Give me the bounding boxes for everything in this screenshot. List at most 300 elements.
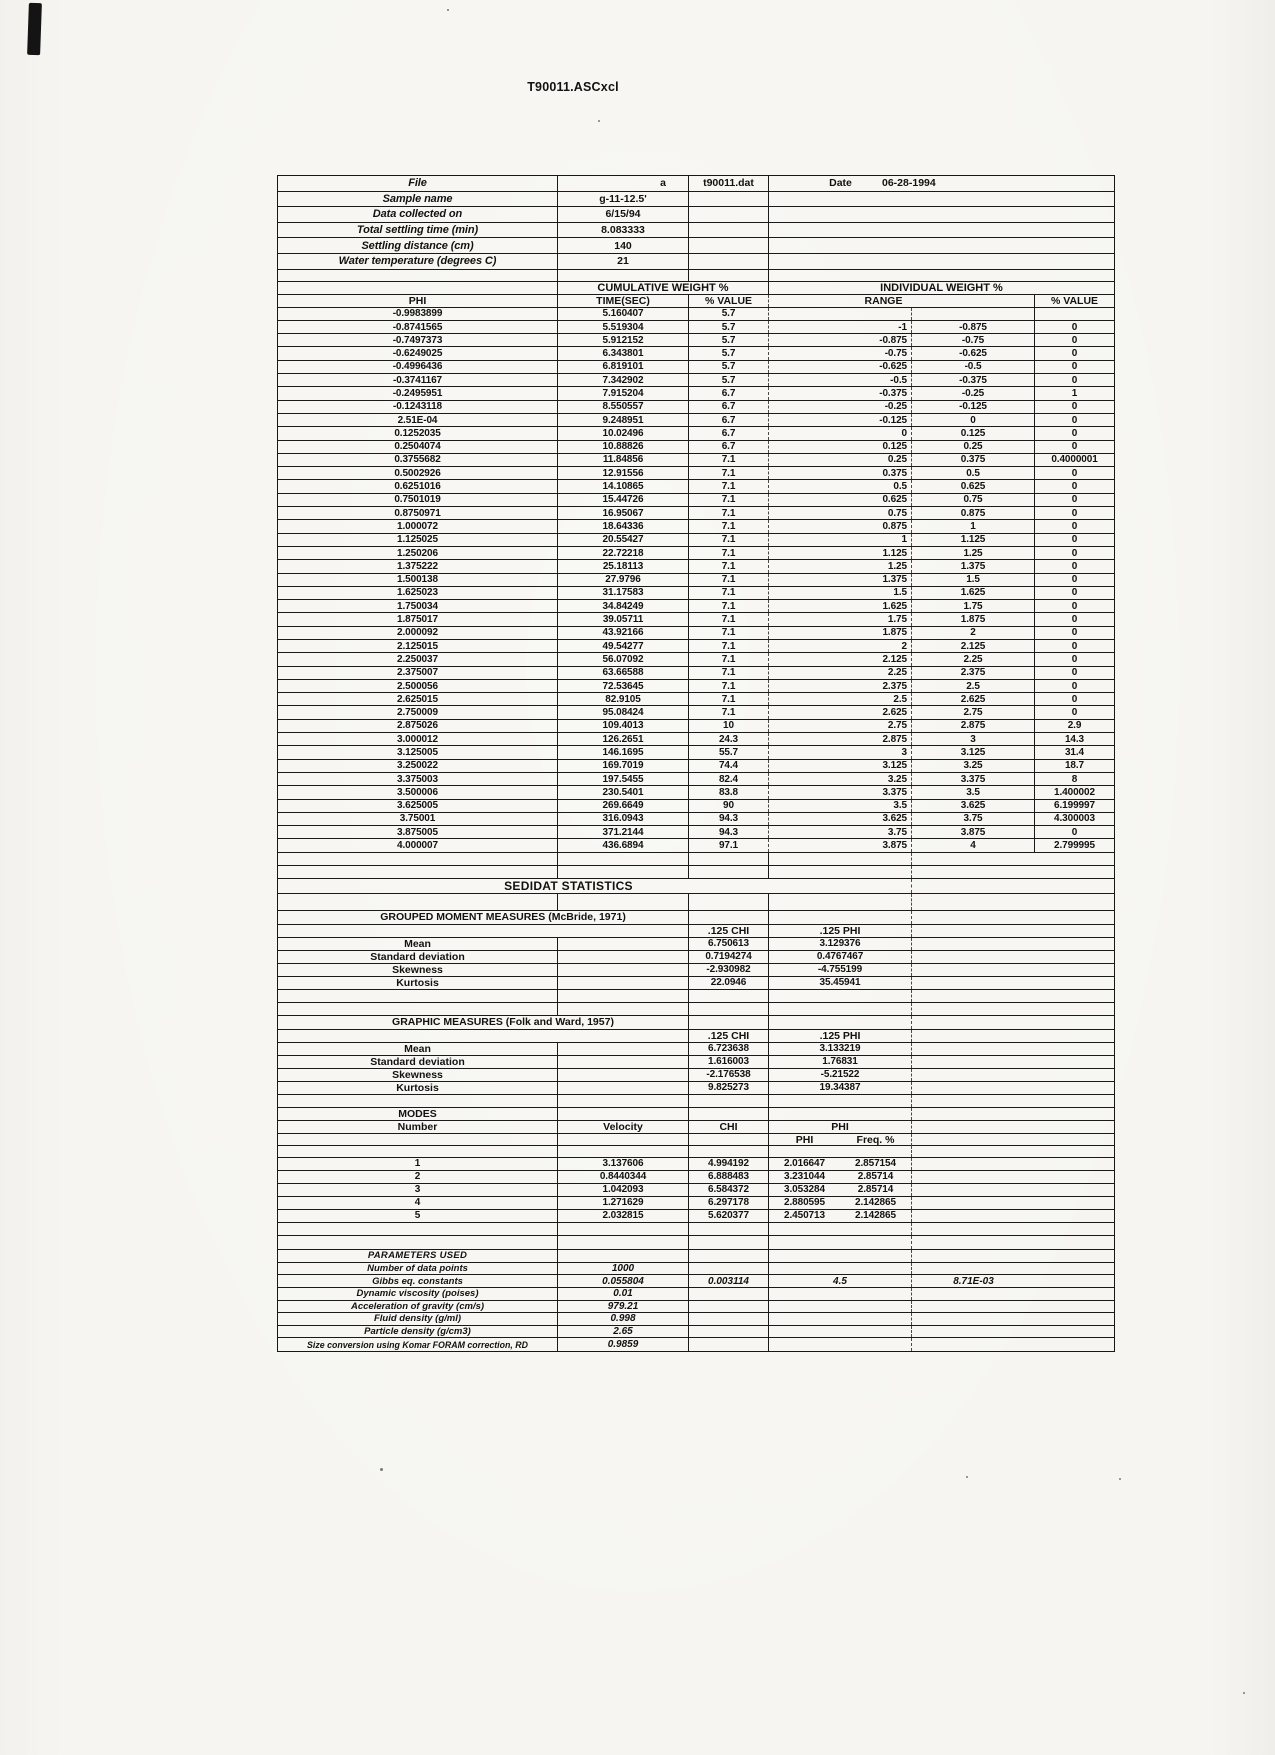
info-row (278, 223, 1114, 239)
cell (912, 270, 1035, 281)
range-from: -0.375 (769, 387, 912, 399)
stat-chi-value: 9.825273 (689, 1082, 769, 1094)
range-from: -0.75 (769, 347, 912, 359)
blank-row (278, 1003, 1114, 1016)
parameter-value-3 (769, 1288, 912, 1300)
cell (912, 1043, 1035, 1055)
range-to: 2.5 (912, 680, 1035, 692)
stat-row (278, 1056, 1114, 1069)
cell (912, 1030, 1035, 1042)
range-to: 0 (912, 414, 1035, 426)
parameter-label: Gibbs eq. constants (278, 1275, 558, 1287)
cell (769, 1095, 912, 1107)
parameter-row (278, 1288, 1114, 1301)
range-from: 2.625 (769, 706, 912, 718)
blank-row (278, 853, 1114, 866)
parameter-value-2 (689, 1288, 769, 1300)
range-to: 3.125 (912, 746, 1035, 758)
individual-percent: 6.199997 (1054, 800, 1095, 812)
mode-chi: 5.620377 (689, 1210, 769, 1222)
cell (769, 853, 912, 865)
info-label: Settling distance (cm) (278, 238, 558, 253)
cell (1035, 951, 1114, 963)
info-value: 8.083333 (558, 223, 689, 238)
blank-row (278, 866, 1114, 879)
phi-value: 3.000012 (278, 733, 558, 745)
cell (1035, 853, 1114, 865)
parameter-label: Particle density (g/cm3) (278, 1326, 558, 1338)
cell (1035, 1095, 1114, 1107)
range-to (912, 308, 1035, 320)
cell (912, 1082, 1035, 1094)
weight-data-row (278, 520, 1114, 533)
mode-number: 3 (278, 1184, 558, 1196)
cell (558, 270, 689, 281)
phi-value: 2.125015 (278, 640, 558, 652)
weight-data-row (278, 574, 1114, 587)
weight-data-row (278, 720, 1114, 733)
time-value: 14.10865 (558, 480, 689, 492)
stat-row (278, 1082, 1114, 1095)
cell (558, 1003, 689, 1015)
cell (912, 977, 1035, 989)
stat-row (278, 951, 1114, 964)
cell (1035, 1121, 1114, 1133)
cell (912, 938, 1035, 950)
cumulative-percent: 24.3 (689, 733, 769, 745)
time-value: 371.2144 (558, 826, 689, 838)
cell (1035, 1338, 1114, 1351)
info-value: a (558, 176, 689, 191)
parameter-label: Acceleration of gravity (cm/s) (278, 1301, 558, 1313)
col-header-time: TIME(SEC) (558, 295, 689, 307)
cumulative-percent: 7.1 (689, 454, 769, 466)
cell (1035, 1223, 1114, 1236)
cell (912, 990, 1035, 1002)
cell (1035, 1236, 1114, 1249)
time-value: 31.17583 (558, 587, 689, 599)
phi-value: -0.1243118 (278, 401, 558, 413)
range-to: 3.375 (912, 773, 1035, 785)
mode-col-chi: CHI (689, 1121, 769, 1133)
range-to: 0.75 (912, 494, 1035, 506)
weight-data-row (278, 534, 1114, 547)
parameter-value-4: 8.71E-03 (953, 1275, 994, 1287)
cell (912, 853, 1035, 865)
cumulative-percent: 7.1 (689, 587, 769, 599)
mode-velocity: 3.137606 (558, 1158, 689, 1170)
parameter-row (278, 1326, 1114, 1339)
range-to: -0.125 (912, 401, 1035, 413)
cell (278, 1095, 558, 1107)
cell (769, 1003, 912, 1015)
cell (558, 1069, 689, 1081)
col-header-value: % VALUE (689, 295, 769, 307)
parameters-title: PARAMETERS USED (278, 1250, 558, 1262)
cumulative-percent: 7.1 (689, 560, 769, 572)
blank-row (278, 1223, 1114, 1237)
cell (912, 1250, 1035, 1262)
parameter-row (278, 1263, 1114, 1276)
range-from: 3 (769, 746, 912, 758)
cumulative-percent: 55.7 (689, 746, 769, 758)
cell (769, 1223, 912, 1236)
cell (912, 1223, 1035, 1236)
time-value: 63.66588 (558, 667, 689, 679)
cell (558, 1082, 689, 1094)
parameter-value: 979.21 (558, 1301, 689, 1313)
weight-data-row (278, 467, 1114, 480)
cell (769, 1236, 912, 1249)
cell (912, 951, 1035, 963)
cell (278, 1030, 689, 1042)
time-value: 126.2651 (558, 733, 689, 745)
range-from: -0.125 (769, 414, 912, 426)
cell (558, 990, 689, 1002)
cell (912, 1108, 1035, 1120)
range-from (769, 308, 912, 320)
info-value-2 (689, 238, 769, 253)
range-to: 1.25 (912, 547, 1035, 559)
individual-percent: 0 (1071, 534, 1078, 546)
cumulative-percent: 97.1 (689, 839, 769, 851)
stat-phi-value: -5.21522 (769, 1069, 912, 1081)
modes-header-row (278, 1121, 1114, 1134)
mode-chi: 6.888483 (689, 1171, 769, 1183)
cell (278, 925, 689, 937)
individual-percent: 0 (1071, 361, 1078, 373)
cumulative-percent: 6.7 (689, 414, 769, 426)
cell (558, 1250, 689, 1262)
grouped-measures-title: GROUPED MOMENT MEASURES (McBride, 1971) (278, 911, 689, 924)
cumulative-percent: 6.7 (689, 387, 769, 399)
phi-value: 1.375222 (278, 560, 558, 572)
phi-value: -0.2495951 (278, 387, 558, 399)
mode-row (278, 1158, 1114, 1171)
cell (689, 1095, 769, 1107)
stat-row (278, 1069, 1114, 1082)
weight-data-row (278, 733, 1114, 746)
cell (1035, 270, 1114, 281)
individual-percent: 0 (1071, 574, 1078, 586)
modes-title-row (278, 1108, 1114, 1121)
individual-percent: 0 (1071, 826, 1078, 838)
range-to: 2.75 (912, 706, 1035, 718)
parameter-value-3 (769, 1326, 912, 1338)
individual-percent: 0 (1071, 653, 1078, 665)
time-value: 10.88826 (558, 441, 689, 453)
cell (558, 1146, 689, 1157)
time-value: 95.08424 (558, 706, 689, 718)
range-from: -0.875 (769, 334, 912, 346)
range-from: 0.625 (769, 494, 912, 506)
cumulative-percent: 5.7 (689, 334, 769, 346)
info-label: Data collected on (278, 207, 558, 222)
stat-chi-value: -2.176538 (689, 1069, 769, 1081)
cell (278, 1146, 558, 1157)
cell (278, 270, 558, 281)
scan-speck (1119, 1478, 1121, 1480)
info-label: File (278, 176, 558, 191)
range-to: 2.625 (912, 693, 1035, 705)
individual-percent: 0 (1071, 707, 1078, 719)
info-value-2 (689, 254, 769, 269)
mode-velocity: 1.042093 (558, 1184, 689, 1196)
info-label: Water temperature (degrees C) (278, 254, 558, 269)
time-value: 39.05711 (558, 613, 689, 625)
range-to: 0.875 (912, 507, 1035, 519)
mode-row (278, 1184, 1114, 1197)
info-row (278, 238, 1114, 254)
group-header-row (278, 282, 1114, 295)
info-label: Sample name (278, 192, 558, 207)
time-value: 316.0943 (558, 813, 689, 825)
time-value: 27.9796 (558, 574, 689, 586)
cell (558, 1223, 689, 1236)
cumulative-percent: 5.7 (689, 374, 769, 386)
phi-value: 2.51E-04 (278, 414, 558, 426)
range-to: 1.375 (912, 560, 1035, 572)
individual-percent: 0 (1071, 374, 1078, 386)
cell (769, 1250, 912, 1262)
mode-phi-freq (769, 1197, 912, 1209)
cell (689, 866, 769, 878)
col-header-range: RANGE (769, 295, 1035, 307)
cumulative-percent: 6.7 (689, 401, 769, 413)
phi-value: 0.2504074 (278, 441, 558, 453)
weight-data-row (278, 680, 1114, 693)
data-sheet (277, 175, 1115, 1352)
parameter-label: Size conversion using Komar FORAM correction, RD (278, 1338, 558, 1351)
individual-percent: 0 (1071, 334, 1078, 346)
cell (1035, 866, 1114, 878)
parameter-value: 1000 (558, 1263, 689, 1275)
cell (1035, 1003, 1114, 1015)
range-to: 2.875 (912, 720, 1035, 732)
range-from: 3.125 (769, 760, 912, 772)
split-value: 2.85714 (857, 1171, 894, 1183)
time-value: 109.4013 (558, 720, 689, 732)
range-from: 3.5 (769, 800, 912, 812)
split-value: 2.016647 (784, 1158, 825, 1170)
cell (689, 270, 769, 281)
range-to: 4 (912, 839, 1035, 851)
cell (769, 1146, 912, 1157)
range-to: 1.875 (912, 613, 1035, 625)
cell (278, 1223, 558, 1236)
stat-label: Kurtosis (278, 1082, 558, 1094)
cell (689, 894, 769, 910)
stat-phi-value: 19.34387 (769, 1082, 912, 1094)
time-value: 56.07092 (558, 653, 689, 665)
blank-row (278, 894, 1114, 911)
parameter-value-4 (912, 1313, 1035, 1325)
page-title: T90011.ASCxcl (527, 80, 619, 94)
phi-value: 0.3755682 (278, 454, 558, 466)
cumulative-percent: 7.1 (689, 667, 769, 679)
cell (1035, 1158, 1114, 1170)
individual-weight-header: INDIVIDUAL WEIGHT % (880, 281, 1003, 294)
parameter-label: Dynamic viscosity (poises) (278, 1288, 558, 1300)
info-row (278, 254, 1114, 270)
cumulative-weight-header: CUMULATIVE WEIGHT % (558, 282, 769, 294)
cell (912, 1158, 1035, 1170)
range-to: 1.625 (912, 587, 1035, 599)
cell (278, 1003, 558, 1015)
cell (912, 879, 1035, 893)
phi-value: -0.6249025 (278, 347, 558, 359)
cumulative-percent: 7.1 (689, 547, 769, 559)
phi-value: 2.375007 (278, 667, 558, 679)
range-from: 2.25 (769, 667, 912, 679)
weight-data-row (278, 760, 1114, 773)
range-from: 1.5 (769, 587, 912, 599)
phi-value: 0.7501019 (278, 494, 558, 506)
time-value: 269.6649 (558, 800, 689, 812)
individual-percent: 0 (1071, 587, 1078, 599)
cell (558, 866, 689, 878)
phi-value: 2.625015 (278, 693, 558, 705)
stat-chi-value: 6.750613 (689, 938, 769, 950)
mode-number: 5 (278, 1210, 558, 1222)
cell (912, 1016, 1035, 1029)
section-title-row (278, 879, 1114, 894)
time-value: 11.84856 (558, 454, 689, 466)
stat-row (278, 938, 1114, 951)
cell (278, 866, 558, 878)
time-value: 8.550557 (558, 401, 689, 413)
empty-cell (1035, 192, 1114, 207)
cell (558, 1134, 689, 1146)
phi-value: 3.75001 (278, 813, 558, 825)
cell (912, 866, 1035, 878)
individual-percent: 0 (1071, 614, 1078, 626)
info-value: g-11-12.5' (558, 192, 689, 207)
cumulative-percent: 7.1 (689, 640, 769, 652)
cell (689, 1250, 769, 1262)
individual-percent: 0 (1071, 427, 1078, 439)
individual-percent: 0 (1071, 401, 1078, 413)
phi-value: 3.500006 (278, 786, 558, 798)
individual-percent: 0 (1071, 560, 1078, 572)
range-to: 2 (912, 627, 1035, 639)
range-to: 0.5 (912, 467, 1035, 479)
parameter-value: 2.65 (558, 1326, 689, 1338)
cumulative-percent: 7.1 (689, 534, 769, 546)
mode-chi: 6.297178 (689, 1197, 769, 1209)
time-value: 230.5401 (558, 786, 689, 798)
phi-value: 1.500138 (278, 574, 558, 586)
range-from: -1 (769, 321, 912, 333)
mode-phi-freq (769, 1210, 912, 1222)
cell (558, 1236, 689, 1249)
range-from: 0.25 (769, 454, 912, 466)
scan-speck (966, 1476, 968, 1478)
weight-data-row (278, 813, 1114, 826)
range-to: 0.375 (912, 454, 1035, 466)
info-value-2 (689, 192, 769, 207)
mode-subheader (769, 1134, 912, 1146)
cell (769, 990, 912, 1002)
cell (912, 1121, 1035, 1133)
range-from: 1.25 (769, 560, 912, 572)
weight-data-row (278, 308, 1114, 321)
range-from: 1.375 (769, 574, 912, 586)
cumulative-percent: 5.7 (689, 347, 769, 359)
cumulative-percent: 7.1 (689, 680, 769, 692)
time-value: 7.342902 (558, 374, 689, 386)
time-value: 12.91556 (558, 467, 689, 479)
weight-data-row (278, 560, 1114, 573)
parameter-row (278, 1275, 1114, 1288)
stat-label: Standard deviation (278, 1056, 558, 1068)
time-value: 49.54277 (558, 640, 689, 652)
parameter-value-2 (689, 1326, 769, 1338)
weight-data-row (278, 600, 1114, 613)
phi-value: 2.250037 (278, 653, 558, 665)
phi-value: 1.250206 (278, 547, 558, 559)
cell (278, 282, 558, 294)
date-value (882, 192, 1035, 207)
cell (1035, 925, 1114, 937)
range-to: 3.5 (912, 786, 1035, 798)
cell (1035, 1171, 1114, 1183)
weight-data-row (278, 653, 1114, 666)
mode-row (278, 1210, 1114, 1223)
modes-subheader-row (278, 1134, 1114, 1146)
cumulative-percent: 7.1 (689, 494, 769, 506)
range-to: -0.375 (912, 374, 1035, 386)
cumulative-percent: 7.1 (689, 507, 769, 519)
stat-row (278, 1043, 1114, 1056)
time-value: 436.6894 (558, 839, 689, 851)
stat-row (278, 977, 1114, 990)
phi-value: 3.375003 (278, 773, 558, 785)
range-from: 2.75 (769, 720, 912, 732)
info-value-2 (689, 207, 769, 222)
individual-percent: 0 (1071, 321, 1078, 333)
parameter-value-3: 4.5 (769, 1275, 912, 1287)
parameter-value: 0.9859 (558, 1338, 689, 1351)
parameter-value-3 (769, 1263, 912, 1275)
mode-velocity: 2.032815 (558, 1210, 689, 1222)
parameter-value-3 (769, 1338, 912, 1351)
individual-percent: 0 (1071, 520, 1078, 532)
range-from: 3.875 (769, 839, 912, 851)
cell (769, 894, 912, 910)
phi-value: 2.000092 (278, 627, 558, 639)
stat-chi-value: 6.723638 (689, 1043, 769, 1055)
range-from: 0.875 (769, 520, 912, 532)
phi-value: 4.000007 (278, 839, 558, 851)
time-value: 7.915204 (558, 387, 689, 399)
parameter-value-3 (769, 1313, 912, 1325)
range-from: 2 (769, 640, 912, 652)
time-value: 146.1695 (558, 746, 689, 758)
split-value: Freq. % (856, 1133, 895, 1146)
phi-value: -0.8741565 (278, 321, 558, 333)
mode-col-velocity: Velocity (558, 1121, 689, 1133)
individual-percent: 0 (1071, 481, 1078, 493)
cumulative-percent: 7.1 (689, 574, 769, 586)
cell (1035, 1056, 1114, 1068)
cell (1035, 1288, 1114, 1300)
cell (912, 1069, 1035, 1081)
weight-data-row (278, 454, 1114, 467)
info-value-2 (689, 223, 769, 238)
cumulative-percent: 90 (689, 800, 769, 812)
date-value: 06-28-1994 (882, 177, 936, 190)
